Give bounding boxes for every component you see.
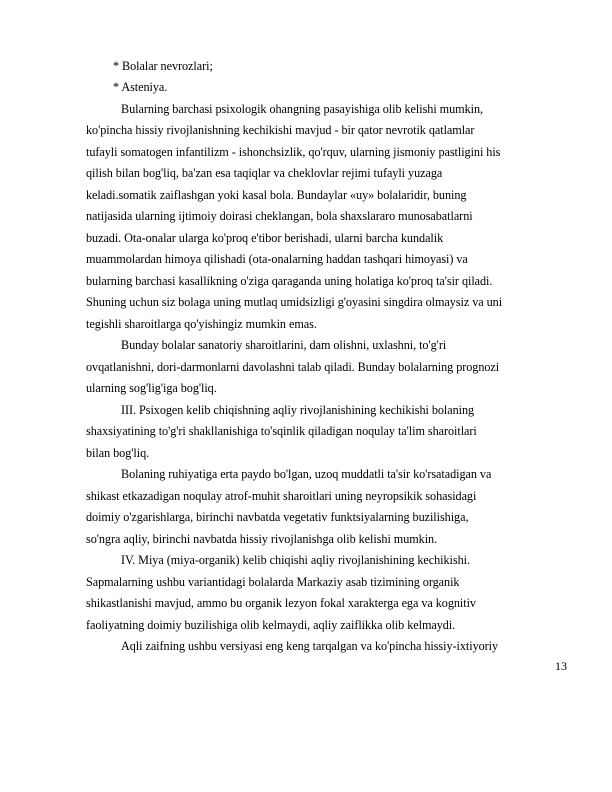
paragraph-line: faoliyatning doimiy buzilishiga olib kelmaydi, aqliy zaiflikka olib kelmaydi. xyxy=(86,618,456,632)
page-number: 13 xyxy=(555,659,567,673)
paragraph-line: ularning sog'lig'iga bog'liq. xyxy=(86,381,217,395)
bullet-item: * Bolalar nevrozlari; xyxy=(113,59,213,73)
paragraph-line: ovqatlanishni, dori-darmonlarni davolashni talab qiladi. Bunday bolalarning prognozi xyxy=(86,360,500,374)
paragraph-line: tufayli somatogen infantilizm - ishonchsizlik, qo'rquv, ularning jismoniy pastligini his xyxy=(86,145,501,159)
paragraph-line: Bolaning ruhiyatiga erta paydo bo'lgan, uzoq muddatli ta'sir ko'rsatadigan va xyxy=(121,467,492,481)
paragraph-line: shikast etkazadigan noqulay atrof-muhit sharoitlari uning neyropsikik sohasidagi xyxy=(86,489,477,503)
paragraph-line: natijasida ularning ijtimoiy doirasi cheklangan, bola shaxslararo munosabatlarni xyxy=(86,209,473,223)
paragraph-line: qilish bilan bog'liq, ba'zan esa taqiqlar va cheklovlar rejimi tufayli yuzaga xyxy=(86,166,443,180)
paragraph-line: shaxsiyatining to'g'ri shakllanishiga to'sqinlik qiladigan noqulay ta'lim sharoitlari xyxy=(86,424,477,438)
paragraph-line: muammolardan himoya qilishadi (ota-onalarning haddan tashqari himoyasi) va xyxy=(86,252,468,266)
paragraph-line: Bunday bolalar sanatoriy sharoitlarini, dam olishni, uxlashni, to'g'ri xyxy=(121,338,447,352)
paragraph-line: Sapmalarning ushbu variantidagi bolalarda Markaziy asab tizimining organik xyxy=(86,575,460,589)
paragraph-line: tegishli sharoitlarga qo'yishingiz mumkin emas. xyxy=(86,317,317,331)
paragraph-line: bilan bog'liq. xyxy=(86,446,150,460)
section-heading-line: IV. Miya (miya-organik) kelib chiqishi aqliy rivojlanishining kechikishi. xyxy=(121,553,470,567)
paragraph-line: so'ngra aqliy, birinchi navbatda hissiy rivojlanishga olib kelishi mumkin. xyxy=(86,532,438,546)
paragraph-line: Shuning uchun siz bolaga uning mutlaq umidsizligi g'oyasini singdira olmaysiz va uni xyxy=(86,295,503,309)
paragraph-line: shikastlanishi mavjud, ammo bu organik lezyon fokal xarakterga ega va kognitiv xyxy=(86,596,476,610)
paragraph-line: bularning barchasi kasallikning o'ziga qaraganda uning holatiga ko'proq ta'sir qiladi. xyxy=(86,274,493,288)
paragraph-line: ko'pincha hissiy rivojlanishning kechikishi mavjud - bir qator nevrotik qatlamlar xyxy=(86,123,475,137)
bullet-item: * Asteniya. xyxy=(113,80,168,94)
paragraph-line: Bularning barchasi psixologik ohangning pasayishiga olib kelishi mumkin, xyxy=(121,102,483,116)
section-heading-line: III. Psixogen kelib chiqishning aqliy rivojlanishining kechikishi bolaning xyxy=(121,403,475,417)
paragraph-line: Aqli zaifning ushbu versiyasi eng keng tarqalgan va ko'pincha hissiy-ixtiyoriy xyxy=(121,639,499,653)
paragraph-line: doimiy o'zgarishlarga, birinchi navbatda vegetativ funktsiyalarning buzilishiga, xyxy=(86,510,469,524)
paragraph-line: buzadi. Ota-onalar ularga ko'proq e'tibor berishadi, ularni barcha kundalik xyxy=(86,231,444,245)
paragraph-line: keladi.somatik zaiflashgan yoki kasal bola. Bundaylar «uy» bolalaridir, buning xyxy=(86,188,467,202)
